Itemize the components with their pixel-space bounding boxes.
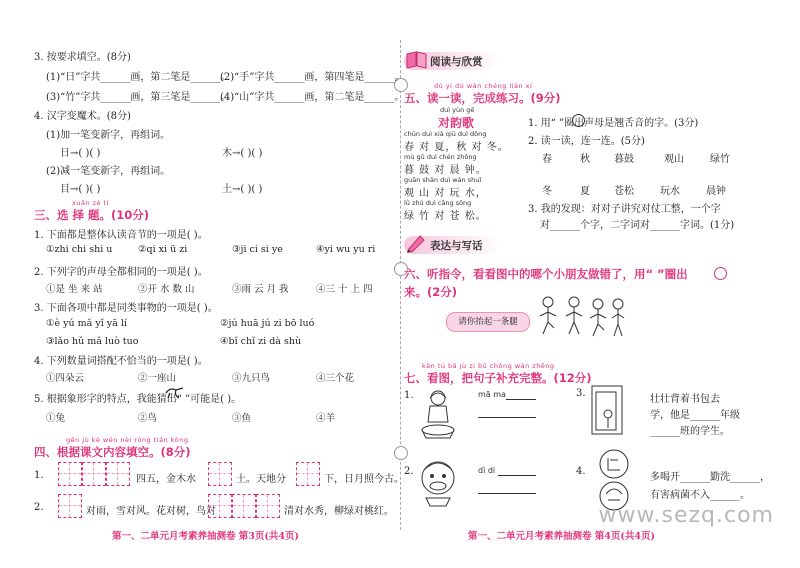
sec5-q2: 2. 读一读，连一连。(5分) (528, 136, 645, 147)
sec3-q4-opt: ③九只鸟 (232, 373, 271, 384)
sec3-q1: 1. 下面都是整体认读音节的一项是( )。 (34, 230, 208, 241)
sec7-item3-line: 学，他是______年级 (650, 410, 740, 421)
poem-line-pinyin: chūn duì xià qiū duì dōng (404, 130, 487, 138)
q3-title: 3. 按要求填空。(8分) (34, 52, 131, 63)
sec3-q3-opt: ①è yú mǎ yǐ yā lí (46, 318, 127, 329)
sec3-pinyin: xuǎn zé tí (72, 199, 109, 207)
q4-s1a: 日→( )( ) (60, 148, 101, 159)
children-illustration (536, 294, 626, 346)
sec3-q4: 4. 下列数量词搭配不恰当的一项是( )。 (34, 356, 208, 367)
sec7-item1-pinyin: mā ma (478, 390, 506, 399)
q3-row2b: (4)“山”字共______画，第二笔是______。 (220, 92, 405, 103)
sec3-q1-opt: ②qi xi ü zi (138, 244, 188, 255)
sec3-q2-opt: ①是 坐 来 站 (46, 284, 103, 295)
sec3-q5-opt: ④羊 (316, 413, 336, 424)
sec3-q3-opt: ③lǎo hǔ mǎ luò tuo (46, 336, 139, 347)
binding-hole (394, 446, 408, 460)
sec4-l2-num: 2. (34, 502, 44, 513)
sec7-item3-num: 3. (576, 388, 586, 399)
writing-grid-box[interactable] (208, 494, 232, 518)
match-word[interactable]: 玩水 (660, 186, 680, 197)
poem-line: 暮 鼓 对 晨 钟。 (404, 165, 487, 176)
sec5-pinyin: dú yi dú wán chéng liàn xí (434, 82, 533, 90)
sec7-item4-line: 有害病菌不入______。 (650, 490, 750, 501)
sec3-q3-opt: ②jú huā jú zi bō luó (220, 318, 315, 329)
answer-blank[interactable] (478, 408, 536, 418)
bird-pictograph-icon (164, 386, 186, 400)
poem-line-pinyin: guān shān duì wán shuǐ (404, 176, 482, 184)
sec4-l1-text: 四五，金木水 (136, 474, 196, 485)
answer-blank[interactable] (478, 484, 536, 494)
sec3-q5-opt: ②鸟 (138, 413, 158, 424)
match-word[interactable]: 秋 (580, 154, 590, 165)
answer-blank[interactable] (506, 390, 536, 400)
writing-grid-box[interactable] (232, 494, 256, 518)
reading-banner-label: 阅读与欣赏 (430, 56, 483, 68)
sec3-q1-opt: ③ji ci si ye (232, 244, 283, 255)
poem-line: 绿 竹 对 苍 松。 (404, 211, 487, 222)
q3-row1b: (2)“手”字共______画，第四笔是______。 (220, 72, 405, 83)
q3-row2a: (3)“竹”字共______画，第三笔是______。 (46, 92, 231, 103)
sec7-item3-line: ______班的学生。 (650, 426, 730, 437)
writing-grid-box[interactable] (58, 494, 82, 518)
sec3-q3-opt: ④bǐ chǐ zi dà shù (220, 336, 302, 347)
sec5-title: 五、读一读，完成练习。(9分) (404, 91, 561, 105)
sec3-q4-opt: ②一座山 (138, 373, 177, 384)
brother-eating-illustration (412, 456, 464, 508)
sec4-pinyin: gēn jù kè wén nèi róng tián kòng (66, 436, 189, 444)
sec6-title: 六、听指令，看看图中的哪个小朋友做错了，用“ ”圈出 (404, 267, 688, 281)
sec7-pinyin: kàn tú bǎ jù zi bǔ chōng wán zhěng (422, 362, 555, 370)
q4-s2a: 目→( )( ) (60, 184, 101, 195)
q3-row1a: (1)“日”字共______画，第二笔是______。 (46, 72, 231, 83)
sec7-item4-num: 4. (576, 466, 586, 477)
q4-s1b: 木→( )( ) (222, 148, 263, 159)
match-word[interactable]: 冬 (542, 186, 552, 197)
poem-line-pinyin: lǜ zhú duì cāng sōng (404, 199, 472, 207)
sec3-q4-opt: ①四朵云 (46, 373, 85, 384)
sec4-l2-text: 清对水秀，柳绿对桃红。 (284, 506, 394, 517)
writing-grid-box[interactable] (296, 462, 320, 486)
watermark: www.sezq.com (598, 503, 774, 528)
sec3-q2-opt: ④三 十 上 四 (316, 284, 373, 295)
circle-icon (572, 114, 585, 127)
sec3-q5-opt: ③鱼 (232, 413, 252, 424)
poem-title-pinyin: duì yùn gē (440, 106, 475, 114)
pencil-icon (404, 232, 428, 254)
sec4-title: 四、根据课文内容填空。(8分) (34, 445, 191, 459)
poem-line: 春 对 夏，秋 对 冬。 (404, 142, 509, 153)
school-door-illustration (588, 384, 628, 438)
writing-grid-box[interactable] (58, 462, 82, 486)
match-word[interactable]: 夏 (580, 186, 590, 197)
q4-sub1: (1)加一笔变新字，再组词。 (46, 130, 171, 141)
mother-washing-illustration (412, 388, 464, 440)
sec5-q3a: 3. 我的发现：对对子讲究对仗工整，一个字 (528, 204, 721, 215)
sec4-l1-text: 土。天地分 (236, 474, 286, 485)
sec3-q2-opt: ②开 水 数 山 (138, 284, 195, 295)
match-word[interactable]: 观山 (664, 154, 684, 165)
left-footer: 第一、二单元月考素养抽测卷 第3页(共4页) (112, 531, 300, 542)
sec4-l2-text: 对雨，雪对风。花对树，鸟对 (86, 506, 216, 517)
q4-sub2: (2)减一笔变新字，再组词。 (46, 166, 171, 177)
sec7-item2-pinyin: dì di (478, 466, 496, 475)
sec3-q2-opt: ③雨 云 月 我 (232, 284, 289, 295)
sec7-item4-line: 多喝开______勤洗______， (650, 472, 770, 483)
sec3-q1-opt: ④yi wu yu ri (316, 244, 376, 255)
poem-line-pinyin: mù gǔ duì chén zhōng (404, 153, 477, 161)
right-footer: 第一、二单元月考素养抽测卷 第4页(共4页) (468, 531, 656, 542)
circle-icon (714, 267, 727, 280)
q4-title: 4. 汉字变魔术。(8分) (34, 111, 131, 122)
match-word[interactable]: 绿竹 (710, 154, 730, 165)
sec7-item1-num: 1. (404, 390, 414, 401)
sec3-q5-opt: ①兔 (46, 413, 66, 424)
sec3-q4-opt: ④三个花 (316, 373, 355, 384)
writing-banner-label: 表达与写话 (430, 240, 483, 252)
q4-s2b: 土→( )( ) (222, 184, 263, 195)
sec3-q2: 2. 下列字的声母全都相同的一项是( )。 (34, 267, 208, 278)
sec4-l1-num: 1. (34, 470, 44, 481)
sec3-q3: 3. 下面各项中都是同类事物的一项是( )。 (34, 303, 218, 314)
poem-title: 对韵歌 (438, 116, 475, 130)
sec6-title2: 来。(2分) (404, 285, 458, 299)
sec7-title: 七、看图，把句子补充完整。(12分) (404, 371, 592, 385)
instruction-bubble: 请你抬起一条腿 (446, 312, 530, 332)
match-word[interactable]: 暮鼓 (614, 154, 634, 165)
poem-line: 观 山 对 玩 水， (404, 188, 487, 199)
sec7-item2-num: 2. (404, 466, 414, 477)
match-word[interactable]: 苍松 (614, 186, 634, 197)
sec3-q1-opt: ①zhi chi shi u (46, 244, 113, 255)
writing-grid-box[interactable] (208, 462, 232, 486)
sec5-q1: 1. 用“ ”圈出声母是翘舌音的字。(3分) (528, 118, 699, 129)
sec5-q3b: 对______个字，二字词对______字词。(1分) (540, 220, 735, 231)
writing-grid-box[interactable] (106, 462, 130, 486)
sec3-q5: 5. 根据象形字的特点，我能猜出“ ”可能是( )。 (34, 394, 242, 405)
answer-blank[interactable] (498, 466, 536, 476)
match-word[interactable]: 春 (542, 154, 552, 165)
writing-grid-box[interactable] (256, 494, 280, 518)
book-icon (404, 48, 430, 70)
sec7-item3-line: 壮壮背着书包去 (650, 394, 720, 405)
match-word[interactable]: 晨钟 (706, 186, 726, 197)
sec3-title: 三、选 择 题。(10分) (34, 208, 150, 222)
writing-grid-box[interactable] (82, 462, 106, 486)
sec4-l1-text: 下，日月照今古。 (324, 474, 404, 485)
